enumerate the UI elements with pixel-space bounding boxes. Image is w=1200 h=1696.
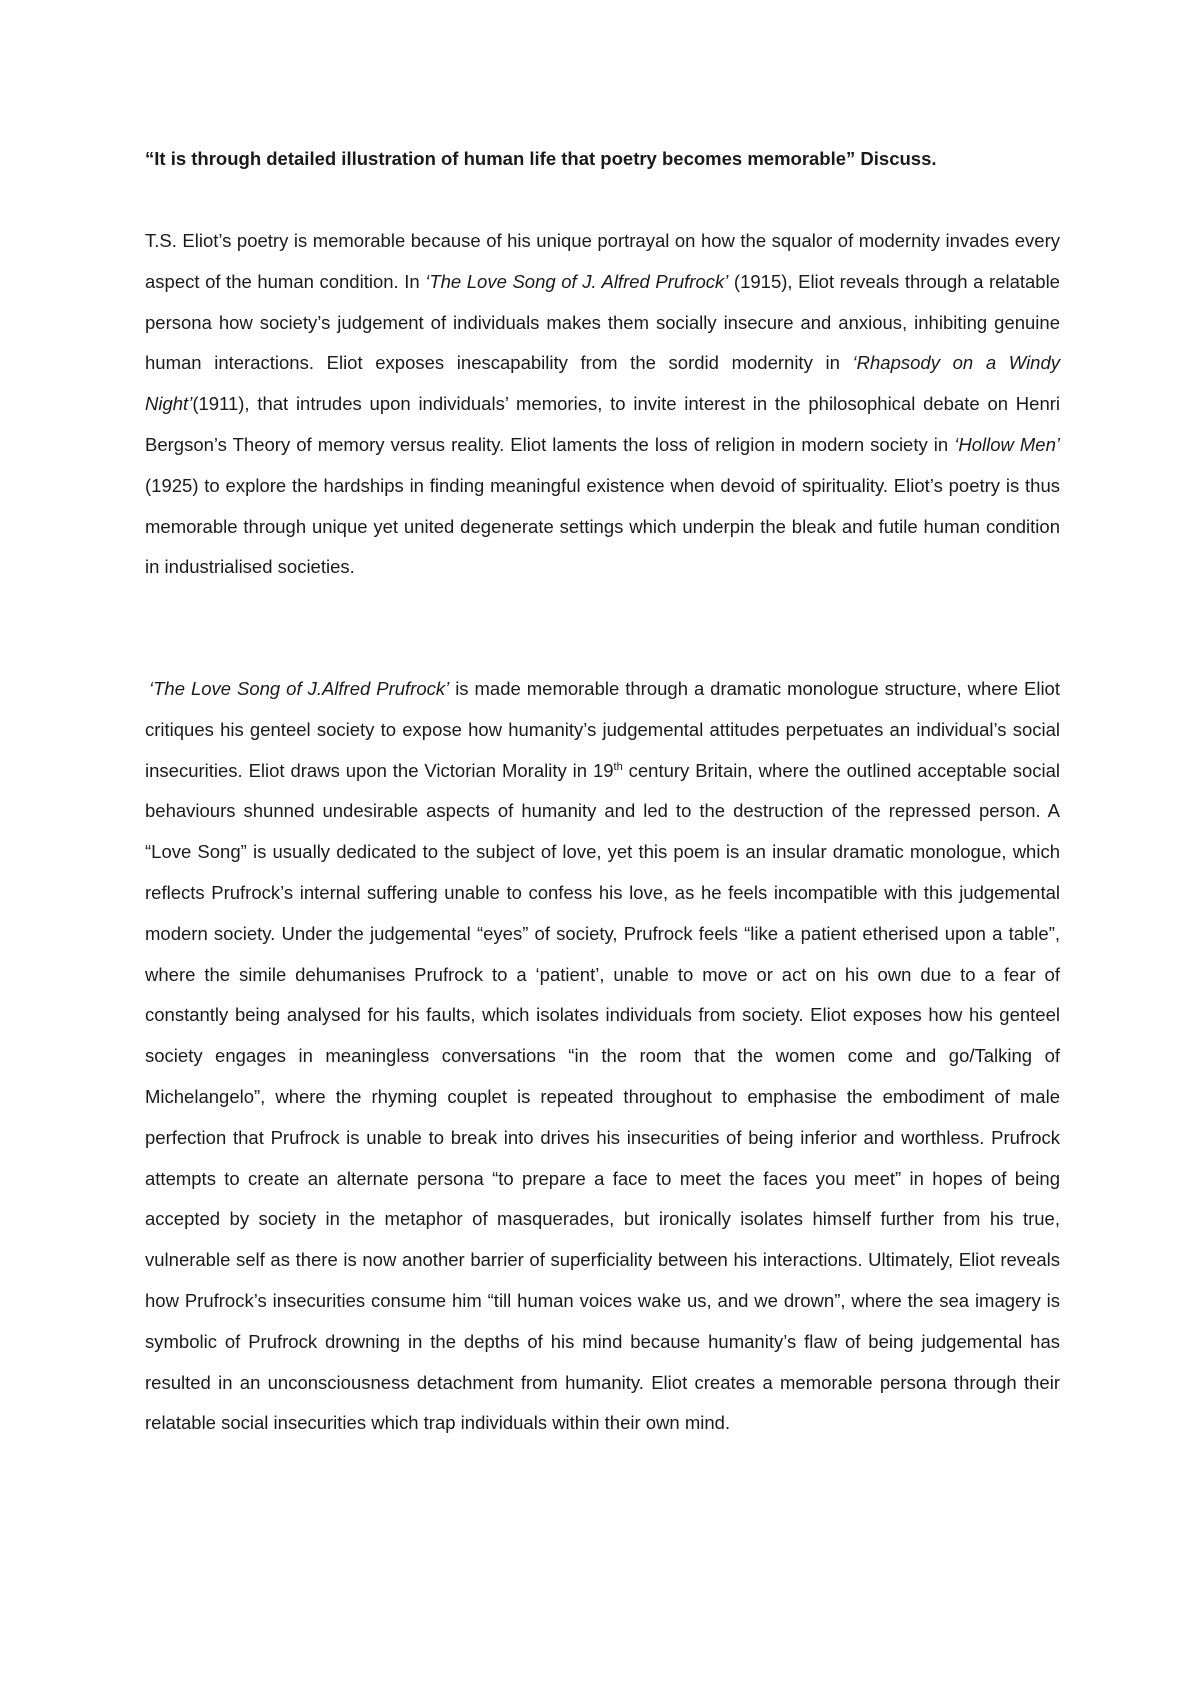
paragraph-text: T.S. Eliot’s poetry is memorable because of his unique portrayal on how the squalor of modernity invades every aspect of the human condition. In [145, 230, 1060, 292]
poem-title: ‘Rhapsody on a Windy Night’ [145, 352, 1061, 415]
ordinal-superscript: th [613, 760, 623, 773]
paragraph-text: (1925) to explore the hardships in finding meaningful existence when devoid of spirituality. Eliot’s poetry is thus memorable through unique yet united degenerate settings which underpin the bleak and futile human condition in industrialised societies. [145, 474, 1060, 578]
paragraph-text: is made memorable through a dramatic monologue structure, where Eliot critiques his genteel society to expose how humanity’s judgemental attitudes perpetuates an individual’s social insecurities. Eliot draws upon the Victorian Morality in 19 [145, 678, 1060, 781]
body-paragraph-prufrock [145, 669, 1060, 1444]
essay-question-title: “It is through detailed illustration of human life that poetry becomes memorable” Discuss. [145, 148, 937, 169]
poem-title: ‘Hollow Men’ [954, 433, 1060, 455]
introduction-paragraph [145, 221, 1060, 588]
poem-title: ‘The Love Song of J.Alfred Prufrock’ [149, 678, 450, 699]
paragraph-text: (1915), Eliot reveals through a relatable persona how society’s judgement of individuals makes them socially insecure and anxious, inhibiting genuine human interactions. Eliot exposes inescapability from the sordid modernity in [145, 270, 1060, 374]
paragraph-text: century Britain, where the outlined acceptable social behaviours shunned undesirable aspects of humanity and led to the destruction of the repressed person. A “Love Song” is usually dedicated to the subject of love, yet this poem is an insular dramatic monologue, which reflects Prufrock’s internal suffering unable to confess his love, as he feels incompatible with this judgemental modern society. Under the judgemental “eyes” of society, Prufrock feels “like a patient etherised upon a table”, where the simile dehumanises Prufrock to a ‘patient’, unable to move or act on his own due to a fear of constantly being analysed for his faults, which isolates individuals from society. Eliot exposes how his genteel society engages in meaningless conversations “in the room that the women come and go/Talking of Michelangelo”, where the rhyming couplet is repeated throughout to emphasise the embodiment of male perfection that Prufrock is unable to break into drives his insecurities of being inferior and worthless. Prufrock attempts to create an alternate persona “to prepare a face to meet the faces you meet” in hopes of being accepted by society in the metaphor of masquerades, but ironically isolates himself further from his true, vulnerable self as there is now another barrier of superficiality between his interactions. Ultimately, Eliot reveals how Prufrock’s insecurities consume him “till human voices wake us, and we drown”, where the sea imagery is symbolic of Prufrock drowning in the depths of his mind because humanity’s flaw of being judgemental has resulted in an unconsciousness detachment from humanity. Eliot creates a memorable persona through their relatable social insecurities which trap individuals within their own mind. [145, 759, 1060, 1434]
paragraph-text: (1911), that intrudes upon individuals’ memories, to invite interest in the philosophical debate on Henri Bergson’s Theory of memory versus reality. Eliot laments the loss of religion in modern society in [145, 393, 1060, 455]
poem-title: ‘The Love Song of J. Alfred Prufrock’ [425, 270, 729, 292]
